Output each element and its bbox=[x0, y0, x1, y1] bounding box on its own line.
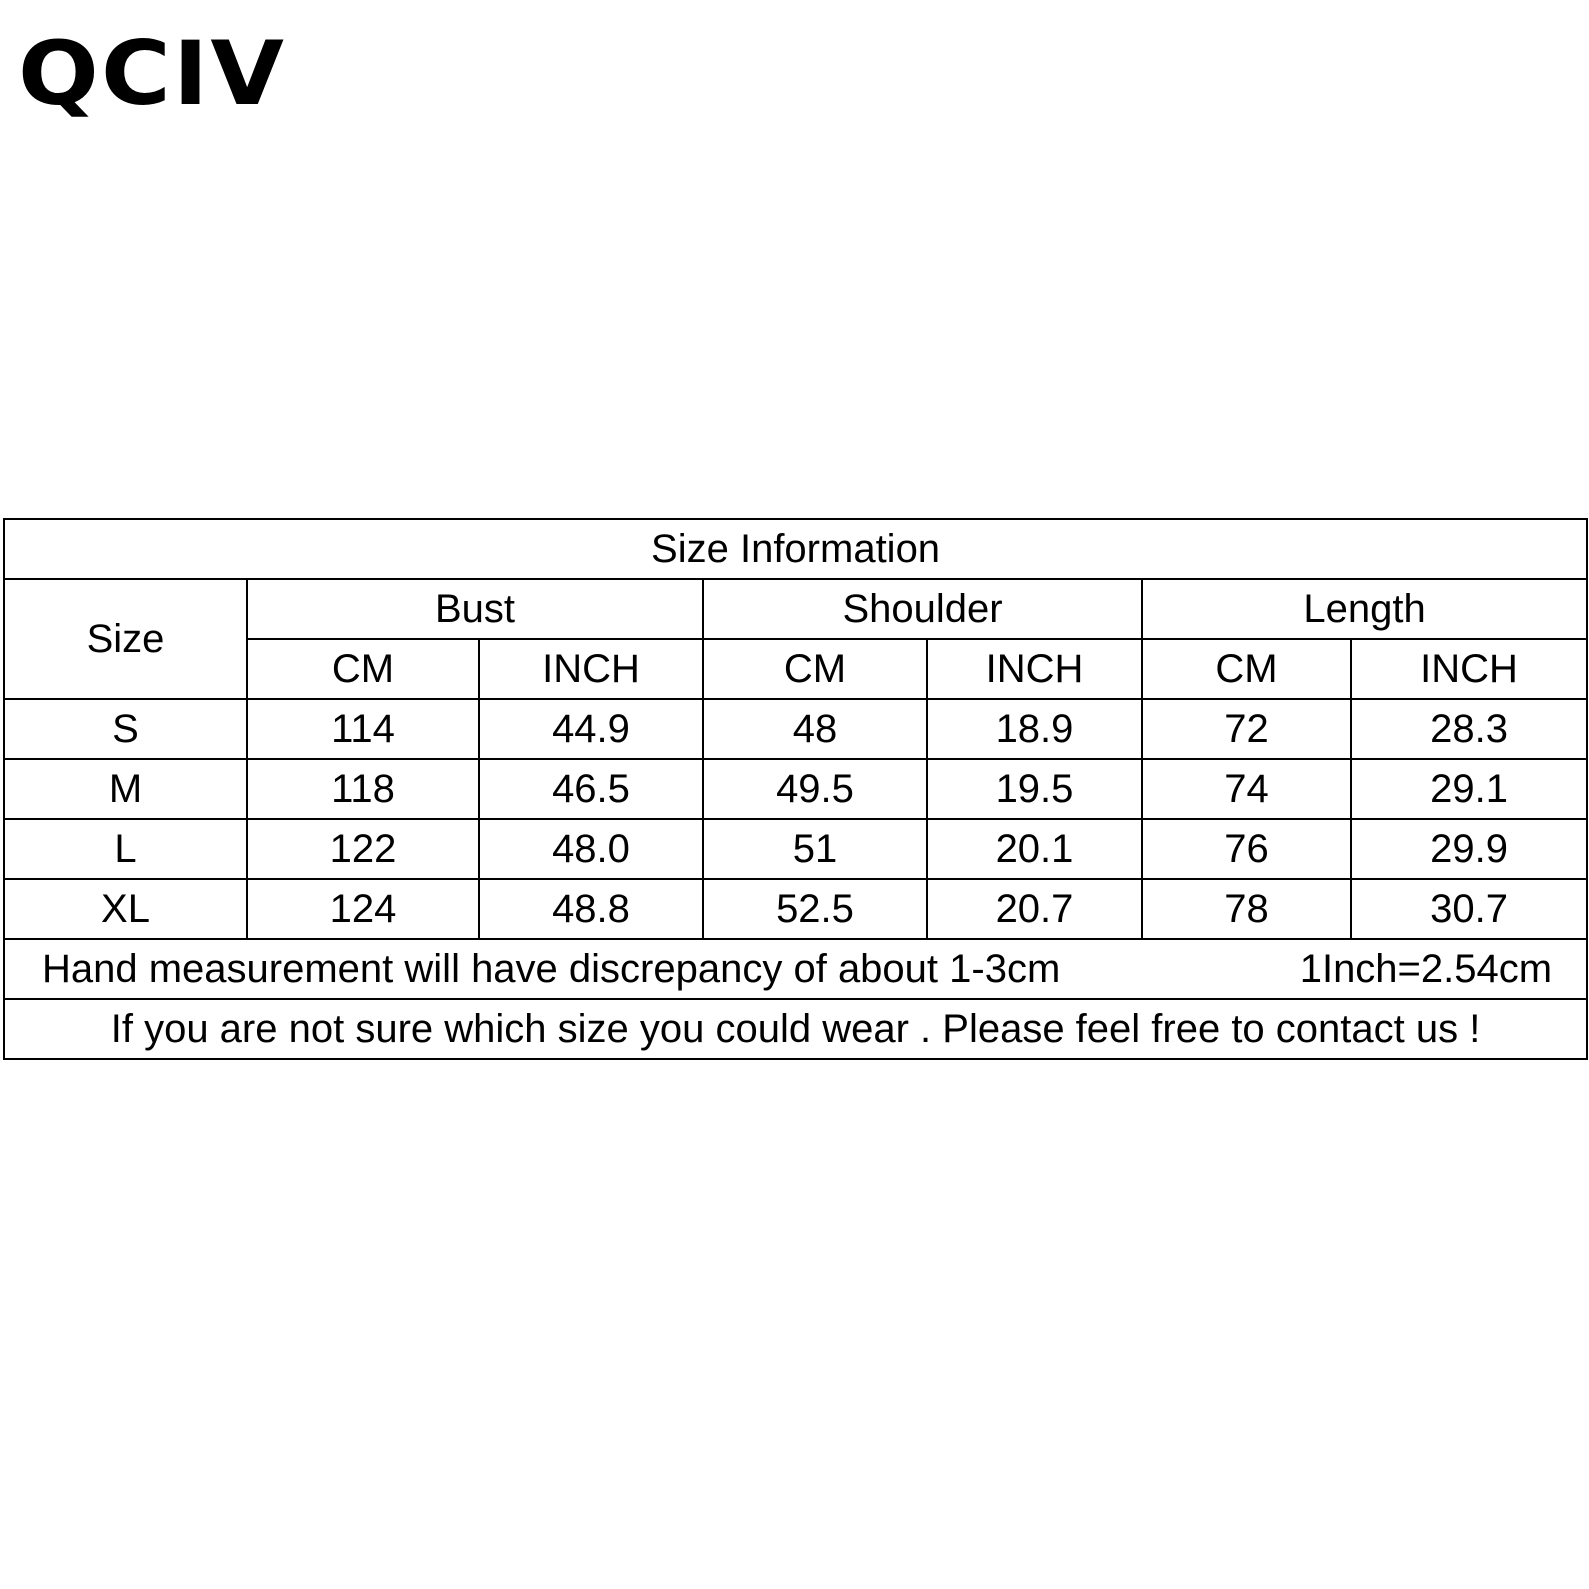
size-column-header: Size bbox=[4, 579, 247, 699]
brand-logo: QCIV bbox=[18, 22, 287, 125]
value-cell: 114 bbox=[247, 699, 479, 759]
group-header-row bbox=[4, 579, 1587, 639]
value-cell: 52.5 bbox=[703, 879, 927, 939]
value-cell: 74 bbox=[1142, 759, 1351, 819]
value-cell: 44.9 bbox=[479, 699, 703, 759]
bust-inch-header: INCH bbox=[479, 639, 703, 699]
contact-note: If you are not sure which size you could wear . Please feel free to contact us ! bbox=[4, 999, 1587, 1059]
table-row bbox=[4, 699, 1587, 759]
value-cell: 118 bbox=[247, 759, 479, 819]
value-cell: 72 bbox=[1142, 699, 1351, 759]
size-cell: XL bbox=[4, 879, 247, 939]
measurement-note-row bbox=[4, 939, 1587, 999]
table-row bbox=[4, 879, 1587, 939]
value-cell: 28.3 bbox=[1351, 699, 1587, 759]
value-cell: 48.0 bbox=[479, 819, 703, 879]
shoulder-cm-header: CM bbox=[703, 639, 927, 699]
value-cell: 124 bbox=[247, 879, 479, 939]
size-cell: M bbox=[4, 759, 247, 819]
value-cell: 48 bbox=[703, 699, 927, 759]
value-cell: 51 bbox=[703, 819, 927, 879]
table-row bbox=[4, 759, 1587, 819]
value-cell: 49.5 bbox=[703, 759, 927, 819]
value-cell: 29.9 bbox=[1351, 819, 1587, 879]
unit-conversion-note: 1Inch=2.54cm bbox=[1299, 947, 1553, 991]
value-cell: 78 bbox=[1142, 879, 1351, 939]
size-cell: S bbox=[4, 699, 247, 759]
shoulder-header: Shoulder bbox=[703, 579, 1142, 639]
bust-header: Bust bbox=[247, 579, 703, 639]
length-cm-header: CM bbox=[1142, 639, 1351, 699]
value-cell: 20.1 bbox=[927, 819, 1142, 879]
footer-row bbox=[4, 999, 1587, 1059]
bust-cm-header: CM bbox=[247, 639, 479, 699]
table-row bbox=[4, 819, 1587, 879]
value-cell: 46.5 bbox=[479, 759, 703, 819]
value-cell: 48.8 bbox=[479, 879, 703, 939]
value-cell: 19.5 bbox=[927, 759, 1142, 819]
length-header: Length bbox=[1142, 579, 1587, 639]
measurement-note: Hand measurement will have discrepancy of about 1-3cm bbox=[42, 947, 1061, 991]
length-inch-header: INCH bbox=[1351, 639, 1587, 699]
table-title-row bbox=[4, 519, 1587, 579]
shoulder-inch-header: INCH bbox=[927, 639, 1142, 699]
table-title: Size Information bbox=[4, 519, 1587, 579]
value-cell: 29.1 bbox=[1351, 759, 1587, 819]
value-cell: 20.7 bbox=[927, 879, 1142, 939]
size-cell: L bbox=[4, 819, 247, 879]
value-cell: 122 bbox=[247, 819, 479, 879]
measurement-note-cell bbox=[4, 939, 1587, 999]
value-cell: 30.7 bbox=[1351, 879, 1587, 939]
size-chart-table bbox=[3, 518, 1588, 1060]
value-cell: 18.9 bbox=[927, 699, 1142, 759]
value-cell: 76 bbox=[1142, 819, 1351, 879]
